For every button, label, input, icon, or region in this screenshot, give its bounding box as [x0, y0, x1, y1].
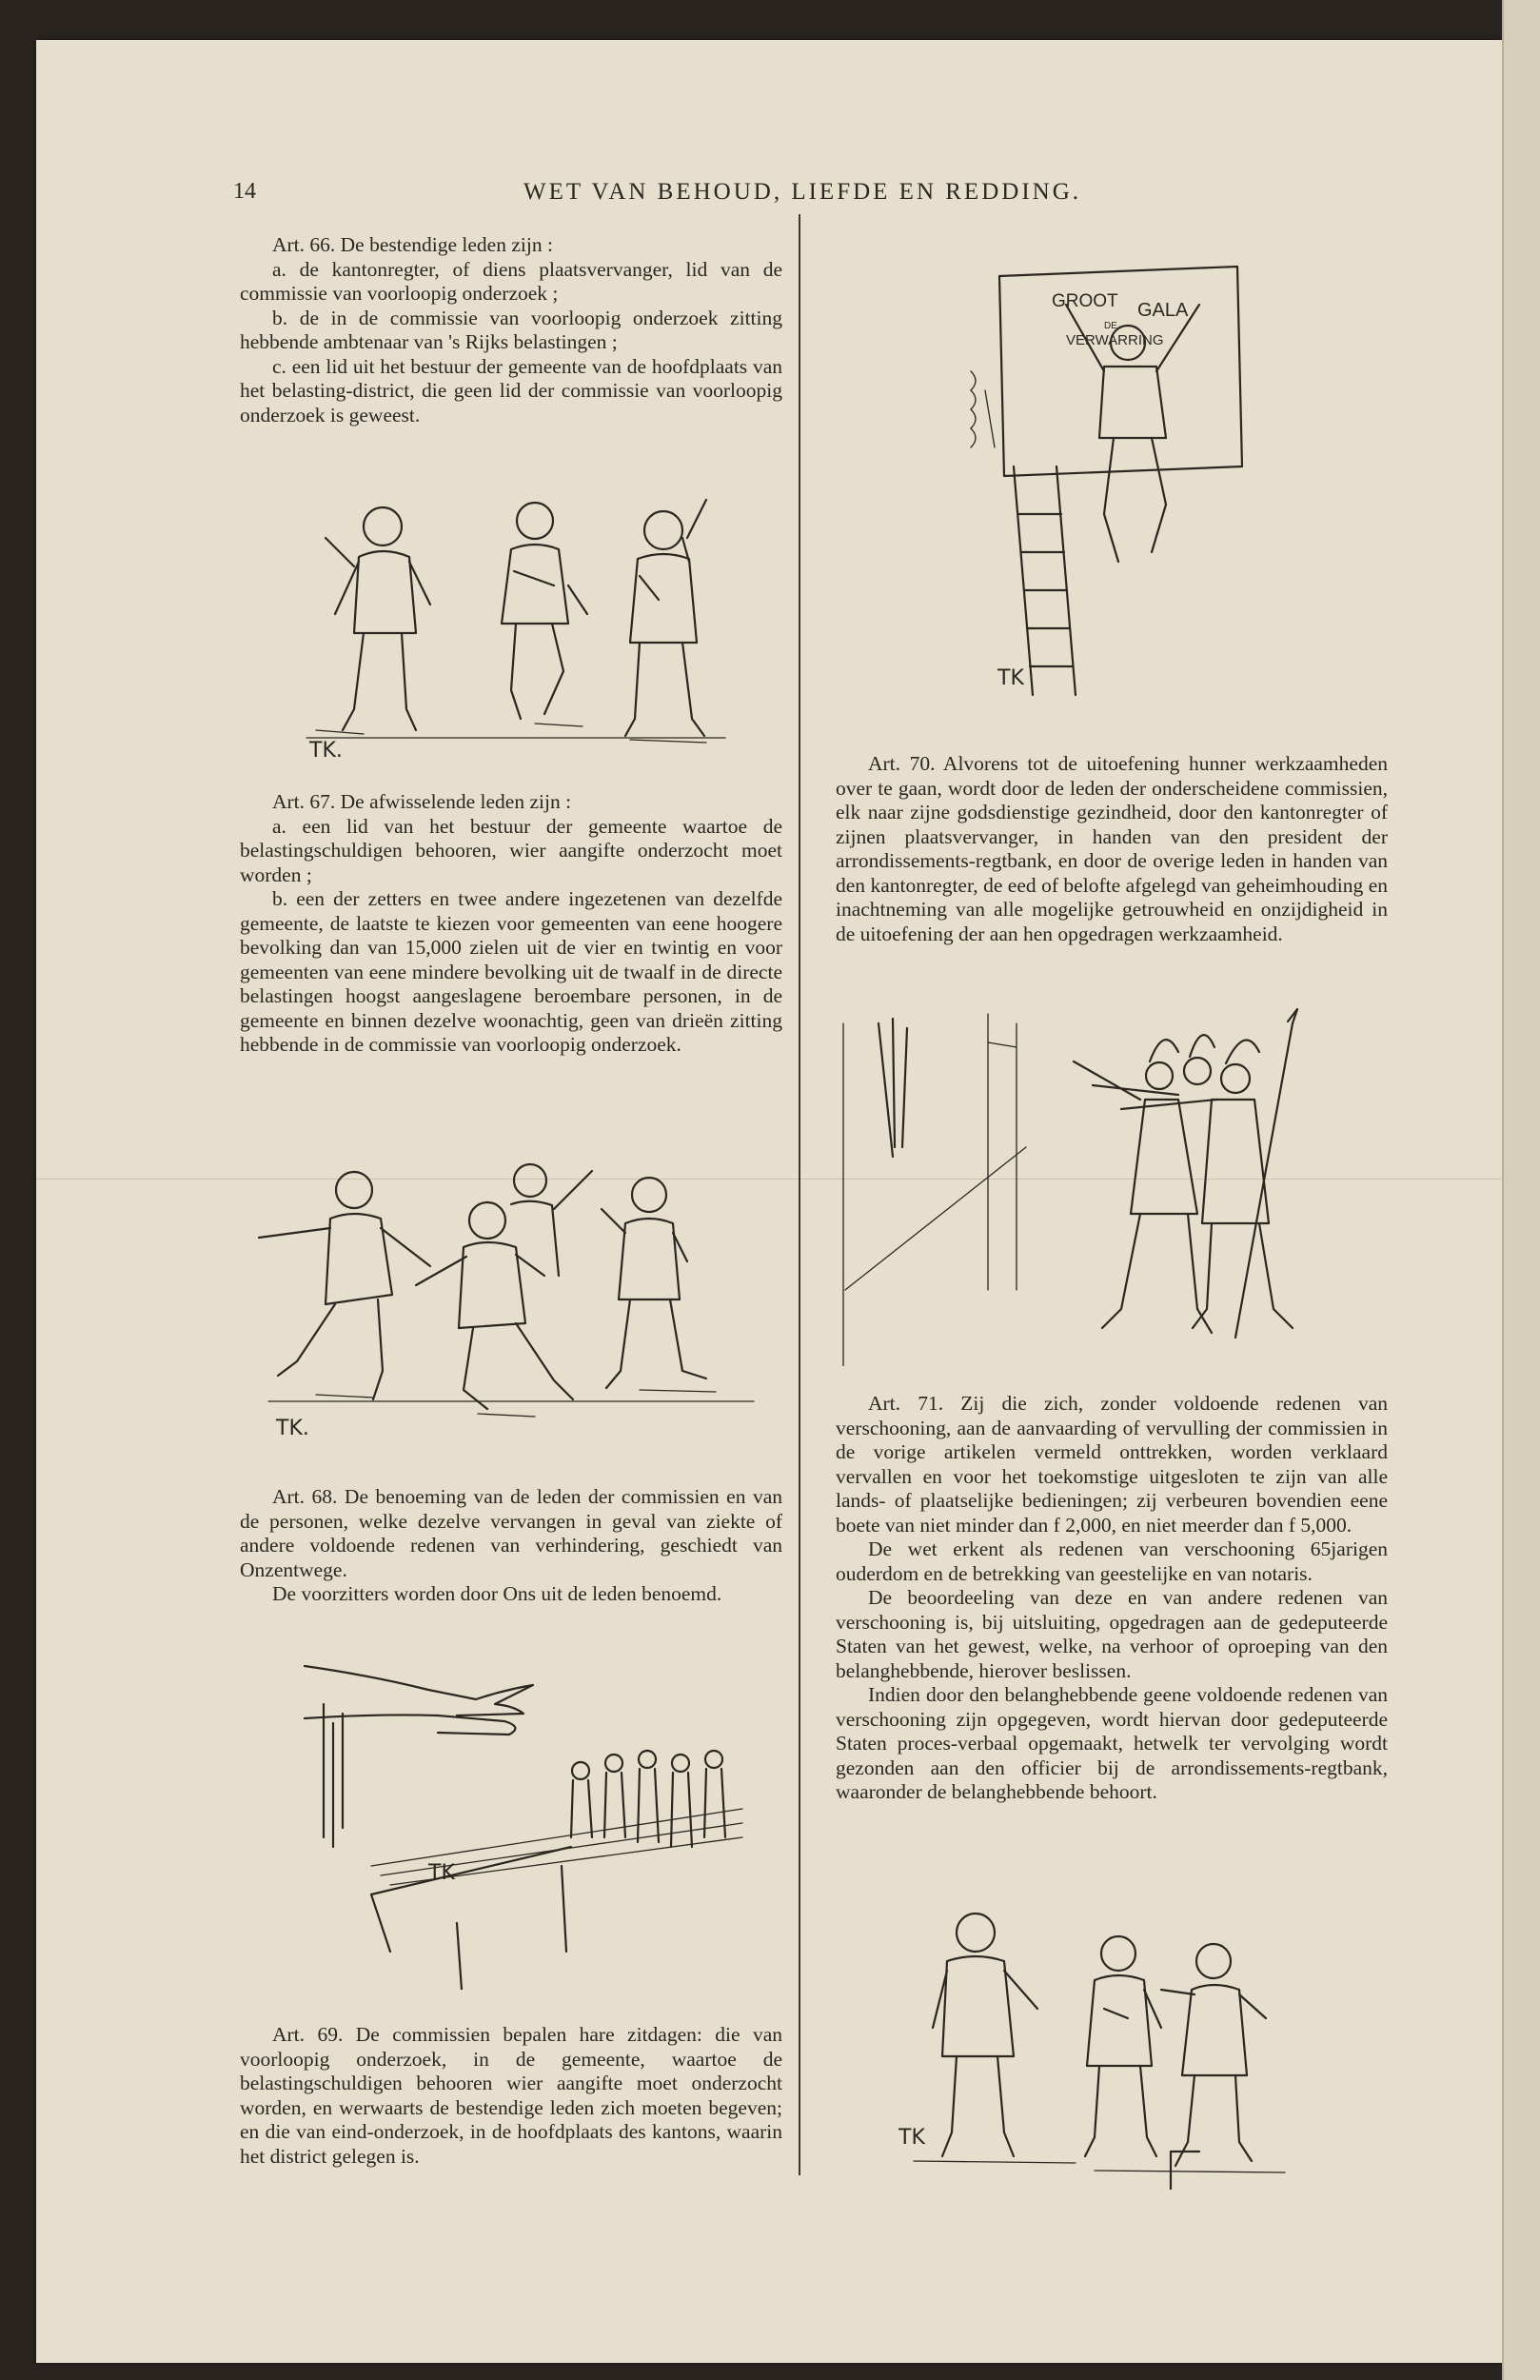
column-divider [799, 214, 800, 2175]
poster-text-gala: GALA [1137, 300, 1189, 321]
art68-p1: Art. 68. De benoeming van de leden der commissien en van de personen, welke dezelve vervangen in geval van ziekte of andere voldoende redenen van verhindering, geschiedt van Onzentwege. [240, 1485, 782, 1581]
illustration-three-men [249, 481, 782, 776]
art70-p1: Art. 70. Alvorens tot de uitoefening hunner werkzaamheden over te gaan, wordt door de leden der onderscheidene commissien, elk naar zijne godsdienstige gezindheid, door den kantonregter of zijnen plaatsvervanger, in handen van den president der arrondissements-regtbank, en door de overige leden in handen van den kantonregter, de eed of belofte afgelegd van geheimhouding en inachtneming van alle mogelijke getrouwheid en onzijdigheid in de uitoefening der aan hen opgedragen werkzaamheid. [836, 752, 1388, 945]
art68-p2: De voorzitters worden door Ons uit de leden benoemd. [272, 1582, 722, 1605]
article-68 [240, 1485, 782, 1607]
page-number: 14 [233, 179, 256, 204]
illustrator-signature: TK [997, 666, 1024, 690]
art69-p1: Art. 69. De commissien bepalen hare zitdagen: die van voorloopig onderzoek, in de gemeente, waartoe de belastingschuldigen behooren wier aangifte moet onderzocht worden, en werwaarts de bestendige leden zich moeten begeven; en die van eind-onderzoek, in de hoofdplaats des kantons, waarin het district gelegen is. [240, 2023, 782, 2168]
illustration-poster-ladder [961, 248, 1275, 704]
illustration-roman-soldiers [836, 1004, 1340, 1366]
article-69 [240, 2023, 782, 2169]
illustration-dancing-men [240, 1142, 782, 1447]
adjacent-page-edge [1502, 0, 1540, 2380]
illustrator-signature: TK [428, 1861, 455, 1885]
art71-p4: Indien door den belanghebbende geene voldoende redenen van verschooning zijn opgegeven, wordt hiervan door gedeputeerde Staten proces-verbaal opgemaakt, hetwelk ter vervolging wordt gezonden aan den officier bij de arrondissements-regtbank, waaronder de belanghebbende behoort. [836, 1683, 1388, 1803]
poster-text-de: DE [1104, 321, 1117, 331]
running-title: WET VAN BEHOUD, LIEFDE EN REDDING. [523, 179, 1081, 205]
article-71 [836, 1392, 1388, 1805]
illustration-three-men-conversing [885, 1904, 1342, 2190]
article-67 [240, 790, 782, 1058]
illustrator-signature: TK. [309, 739, 343, 763]
art71-p1: Art. 71. Zij die zich, zonder voldoende redenen van verschooning, aan de aanvaarding of vervulling der commissien in de vorige artikelen vermeld onttrekken, worden verklaard vervallen en voor het toekomstige uitgesloten te zijn van alle lands- of plaatselijke bedieningen; zij verbeuren bovendien eene boete van niet minder dan f 2,000, en niet meerder dan f 5,000. [836, 1392, 1388, 1537]
art71-p3: De beoordeeling van deze en van andere redenen van verschooning is, bij uitsluiting, opgedragen aan de gedeputeerde Staten van het gewest, welke, na verhoor of oproeping van den belanghebbende, hierover beslissen. [836, 1586, 1388, 1682]
art66-b: b. de in de commissie van voorloopig onderzoek zitting hebbende ambtenaar van 's Rijks belastingen ; [240, 306, 782, 353]
art67-heading: Art. 67. De afwisselende leden zijn : [272, 790, 572, 813]
poster-text-verwarring: VERWARRING [1066, 332, 1164, 348]
illustrator-signature: TK. [276, 1417, 309, 1440]
article-66 [240, 233, 782, 427]
art66-a: a. de kantonregter, of diens plaatsvervanger, lid van de commissie van voorloopig onderzoek ; [240, 257, 782, 305]
art71-p2: De wet erkent als redenen van verschooning 65jarigen ouderdom en de betrekking van geestelijke en van notaris. [836, 1537, 1388, 1585]
art67-b: b. een der zetters en twee andere ingezetenen van dezelfde gemeente, de laatste te kiezen voor gemeenten van eene hoogere bevolking dan van 15,000 zielen uit de vier en twintig en voor gemeenten van eene mindere bevolking uit de twaalf in de directe belastingen hoogst aangeslagene beroembare personen, in de gemeente en binnen dezelve woonachtig, geen van drieën zitting hebbende in de commissie van voorloopig onderzoek. [240, 887, 782, 1056]
art67-a: a. een lid van het bestuur der gemeente waartoe de belastingschuldigen behooren, wier aangifte onderzocht moet worden ; [240, 814, 782, 886]
poster-text-groot: GROOT [1052, 291, 1118, 311]
illustrator-signature: TK [898, 2126, 925, 2150]
art66-heading: Art. 66. De bestendige leden zijn : [272, 233, 553, 256]
page-header [233, 179, 1375, 208]
art66-c: c. een lid uit het bestuur der gemeente van de hoofdplaats van het belasting-district, die geen lid der commissie van voorloopig onderzoek is geweest. [240, 354, 782, 426]
article-70 [836, 752, 1388, 946]
illustration-hands-and-meeting [286, 1647, 780, 1990]
